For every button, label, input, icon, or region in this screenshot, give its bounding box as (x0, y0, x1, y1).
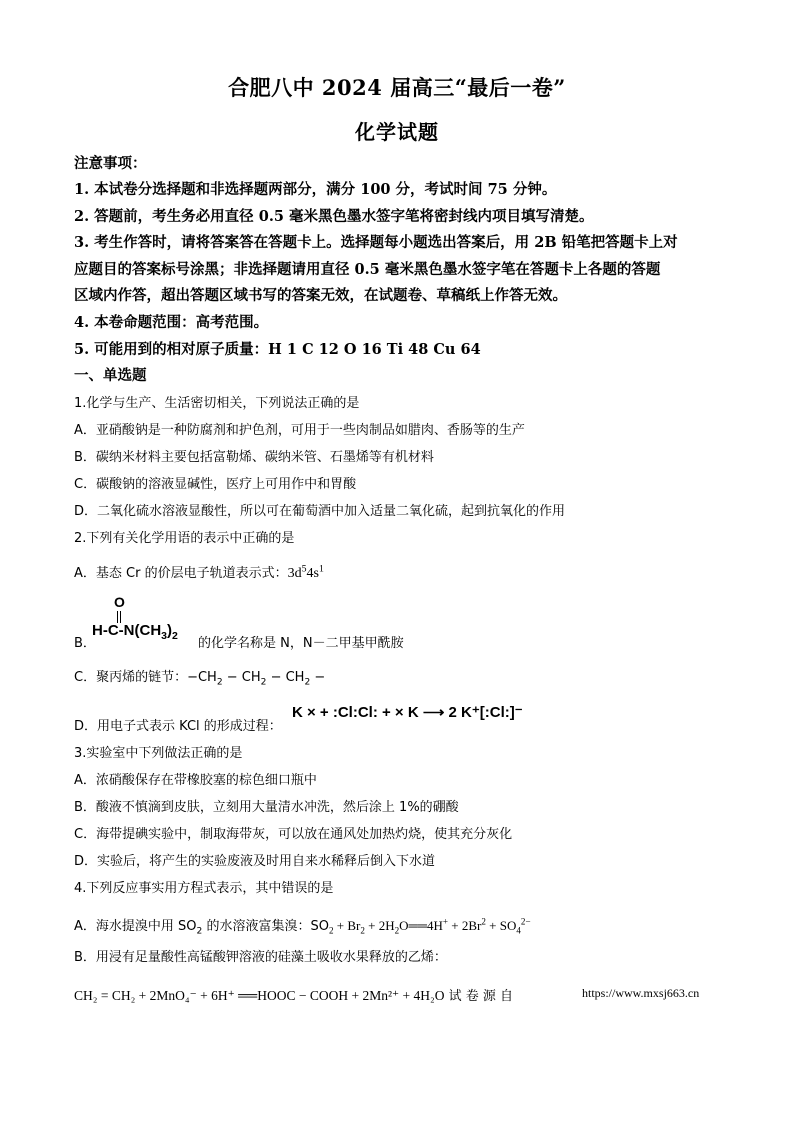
q4-a-eq-br: + Br (333, 918, 361, 933)
note-item-3: 3. 考生作答时，请将答案答在答题卡上。选择题每小题选出答案后，用 2B 铅笔把答题卡上对 (74, 234, 678, 251)
q2-c-mid2: − CH (266, 670, 305, 685)
q2-option-b-text: 的化学名称是 N，N－二甲基甲酰胺 (198, 636, 404, 651)
structure-main-text: H-C-N(CH (92, 622, 162, 639)
q4-a-eq-sub2: 2 (360, 925, 365, 936)
q4-stem: 4.下列反应事实用方程式表示，其中错误的是 (74, 881, 334, 896)
kcl-electron-formula: K × + :Cl:Cl: + × K ⟶ 2 K⁺[:Cl:]⁻ (292, 704, 523, 721)
structure-sub2: 2 (172, 630, 178, 642)
q3-stem: 3.实验室中下列做法正确的是 (74, 746, 243, 761)
q4-a-eq-4h: O══4H (399, 918, 443, 933)
notes-heading: 注意事项： (74, 155, 147, 172)
dimethylformamide-structure (92, 594, 202, 646)
q4-a-eq-sup1: + (442, 916, 448, 927)
q2-a-text: A．基态 Cr 的价层电子轨道表示式： (74, 566, 288, 581)
q4-a-eq-2br: + 2Br (448, 918, 482, 933)
q1-option-d: D．二氧化硫水溶液显酸性，所以可在葡萄酒中加入适量二氧化硫，起到抗氧化的作用 (74, 504, 566, 519)
structure-sub: 3 (161, 630, 167, 642)
q4-a-text: A．海水提溴中用 SO (74, 919, 197, 934)
q4-a-eq-so4: + SO (485, 918, 517, 933)
q2-c-text: C．聚丙烯的链节：−CH (74, 670, 217, 685)
source-text: 试 卷 源 自 (444, 989, 513, 1004)
q4-a-eq-h2o: + 2H (364, 918, 395, 933)
q4-b-equation-line (74, 985, 513, 1004)
q2-option-d-text: D．用电子式表示 KCl 的形成过程： (74, 719, 282, 734)
exam-subject: 化学试题 (355, 120, 439, 144)
q4-option-a (74, 915, 531, 937)
q2-a-3d: 3d (287, 566, 302, 581)
q2-c-end: − (310, 670, 326, 685)
note-item-3-cont-1: 应题目的答案标号涂黑；非选择题请用直径 0.5 毫米黑色墨水签字笔在答题卡上各题的答题 (74, 261, 661, 278)
q3-option-a: A．浓硝酸保存在带橡胶塞的棕色细口瓶中 (74, 773, 317, 788)
q2-a-sup2: 1 (318, 563, 324, 575)
q2-stem: 2.下列有关化学用语的表示中正确的是 (74, 531, 295, 546)
q4-a-eq-sub4: 4 (516, 925, 521, 936)
q1-stem: 1.化学与生产、生活密切相关，下列说法正确的是 (74, 396, 360, 411)
q4-a-eq-sub3: 2 (394, 925, 400, 936)
q4-a-text2: 的水溶液富集溴：SO (202, 919, 329, 934)
q4-a-sub: 2 (196, 926, 203, 937)
q2-a-4s: 4s (306, 566, 319, 581)
q1-option-c: C．碳酸钠的溶液显碱性，医疗上可用作中和胃酸 (74, 477, 357, 492)
q1-option-b: B．碳纳米材料主要包括富勒烯、碳纳米管、石墨烯等有机材料 (74, 450, 434, 465)
q4-a-eq-sup2: 2 (481, 916, 486, 927)
q2-c-mid1: − CH (222, 670, 261, 685)
note-item-5: 5. 可能用到的相对原子质量：H 1 C 12 O 16 Ti 48 Cu 64 (74, 341, 481, 358)
note-item-2: 2. 答题前，考生务必用直径 0.5 毫米黑色墨水签字笔将密封线内项目填写清楚。 (74, 208, 594, 225)
structure-end: ) (167, 622, 172, 639)
structure-oxygen: O (114, 594, 125, 610)
q2-c-sub3: 2 (304, 677, 311, 688)
q3-option-c: C．海带提碘实验中，制取海带灰，可以放在通风处加热灼烧，使其充分灰化 (74, 827, 513, 842)
q1-option-a: A．亚硝酸钠是一种防腐剂和护色剂，可用于一些肉制品如腊肉、香肠等的生产 (74, 423, 525, 438)
note-item-3-cont-2: 区域内作答，超出答题区域书写的答案无效，在试题卷、草稿纸上作答无效。 (74, 287, 567, 304)
q2-c-sub1: 2 (216, 677, 223, 688)
exam-title: 合肥八中 2024 届高三“最后一卷” (228, 75, 566, 100)
q2-option-a (74, 562, 324, 582)
note-item-4: 4. 本卷命题范围：高考范围。 (74, 314, 269, 331)
q2-option-c (74, 666, 326, 688)
q3-option-d: D．实验后，将产生的实验废液及时用自来水稀释后倒入下水道 (74, 854, 436, 869)
section-heading: 一、单选题 (74, 367, 147, 384)
note-item-1: 1. 本试卷分选择题和非选择题两部分，满分 100 分，考试时间 75 分钟。 (74, 181, 557, 198)
q3-option-b: B．酸液不慎滴到皮肤，立刻用大量清水冲洗，然后涂上 1%的硼酸 (74, 800, 459, 815)
structure-main (92, 622, 178, 642)
q2-option-b-prefix: B． (74, 636, 96, 651)
q4-a-eq-sub1: 2 (328, 925, 334, 936)
q4-option-b: B．用浸有足量酸性高锰酸钾溶液的硅藻土吸收水果释放的乙烯： (74, 950, 447, 965)
q2-c-sub2: 2 (260, 677, 267, 688)
q4-b-equation: CH₂ = CH₂ + 2MnO₄⁻ + 6H⁺ ══HOOC − COOH + 2Mn²⁺ + 4H₂O (74, 988, 445, 1003)
q4-a-eq-sup3: 2− (520, 916, 531, 927)
q2-a-sup1: 5 (301, 563, 307, 575)
source-url-link[interactable]: https://www.mxsj663.cn (582, 986, 700, 1000)
